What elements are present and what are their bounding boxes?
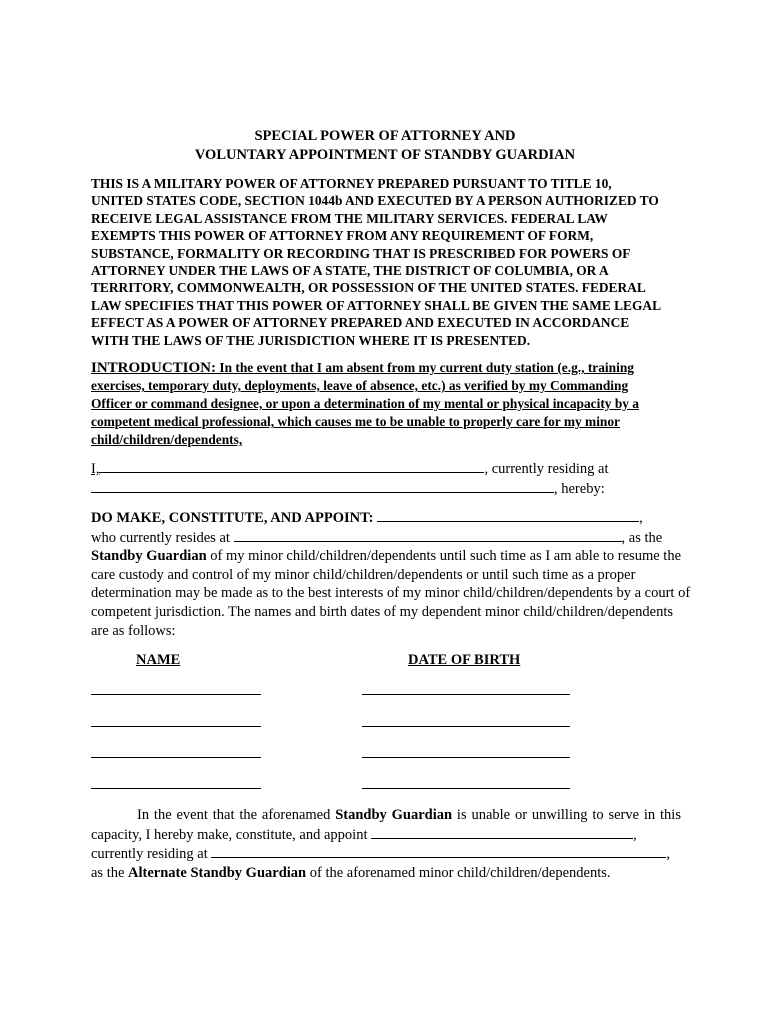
alternate-as-the: as the xyxy=(91,864,129,881)
dependent-name-field[interactable] xyxy=(91,726,261,727)
principal-hereby-label: , hereby: xyxy=(554,481,605,497)
principal-residing-label: , currently residing at xyxy=(484,461,609,477)
dob-column-header: DATE OF BIRTH xyxy=(408,652,521,668)
introduction-paragraph xyxy=(91,359,691,449)
alternate-guardian-name-field[interactable] xyxy=(371,825,633,839)
document-title-line-2: VOLUNTARY APPOINTMENT OF STANDBY GUARDIAN xyxy=(194,147,576,163)
alternate-guardian-address-field[interactable] xyxy=(211,844,666,858)
dependent-dob-field[interactable] xyxy=(362,788,570,789)
dependent-name-field[interactable] xyxy=(91,757,261,758)
principal-name-line xyxy=(91,459,608,478)
alternate-address-comma: , xyxy=(666,846,671,863)
document-title-line-1: SPECIAL POWER OF ATTORNEY AND xyxy=(254,128,516,144)
alternate-standby-guardian-label: Alternate Standby Guardian xyxy=(128,864,307,881)
dependent-dob-field[interactable] xyxy=(362,757,570,758)
standby-guardian-address-field[interactable] xyxy=(234,528,622,542)
alternate-name-comma: , xyxy=(633,826,637,843)
guardian-resides-label: who currently resides at xyxy=(91,529,230,546)
appointment-paragraph xyxy=(91,508,691,640)
appointment-body: of my minor child/children/dependents until such time as I am able to resume the care custody and control of my minor child/children/dependents or until such time as a proper determination may be made as to the best interests of my minor child/children/dependents by a court of competent jurisdiction. The names and birth dates of my dependent minor child/children/dependents are as follows: xyxy=(91,548,691,639)
guardian-address-line xyxy=(91,528,691,548)
introduction-heading: INTRODUCTION: xyxy=(91,360,217,376)
alternate-intro: In the event that the aforenamed xyxy=(137,807,336,823)
guardian-as-the-label: , as the xyxy=(621,529,663,546)
principal-prefix: I, xyxy=(91,461,100,477)
alternate-residing-label: currently residing at xyxy=(91,846,208,863)
alternate-intro-text xyxy=(91,806,681,844)
principal-name-field[interactable] xyxy=(99,459,484,473)
appointment-text xyxy=(91,547,691,640)
dependent-dob-field[interactable] xyxy=(362,694,570,695)
standby-guardian-name-field[interactable] xyxy=(377,508,639,522)
principal-address-field[interactable] xyxy=(91,479,554,493)
alternate-text-1: is unable or unwilling to serve in this capacity, I hereby make, constitute, and appoint xyxy=(91,807,681,843)
dependent-dob-field[interactable] xyxy=(362,726,570,727)
alternate-address-line xyxy=(91,844,681,864)
standby-guardian-label: Standby Guardian xyxy=(91,548,207,565)
alternate-standby-role: Standby Guardian xyxy=(335,807,453,823)
dependent-name-field[interactable] xyxy=(91,694,261,695)
alternate-closing-text xyxy=(91,864,681,883)
principal-address-line xyxy=(91,479,605,498)
appoint-heading-comma: , xyxy=(639,510,643,526)
appoint-heading-line xyxy=(91,508,691,528)
alternate-text-2: of the aforenamed minor child/children/dependents. xyxy=(306,864,611,881)
dependent-name-field[interactable] xyxy=(91,788,261,789)
introduction-text: In the event that I am absent from my current duty station (e.g., training exercises, temporary duty, deployments, leave of absence, etc.) as verified by my Commanding Officer or command designee, or upon a determination of my mental or physical incapacity by a competent medical professional, which causes me to be unable to properly care for my minor child/children/dependents, xyxy=(91,360,640,447)
appoint-heading: DO MAKE, CONSTITUTE, AND APPOINT: xyxy=(91,510,374,526)
military-poa-notice: THIS IS A MILITARY POWER OF ATTORNEY PREPARED PURSUANT TO TITLE 10, UNITED STATES CODE, SECTION 1044b AND EXECUTED BY A PERSON AUTHORIZED TO RECEIVE LEGAL ASSISTANCE FROM THE MILITARY SERVICES. FEDERAL LAW EXEMPTS THIS POWER OF ATTORNEY FROM ANY REQUIREMENT OF FORM, SUBSTANCE, FORMALITY OR RECORDING THAT IS PRESCRIBED FOR POWERS OF ATTORNEY UNDER THE LAWS OF A STATE, THE DISTRICT OF COLUMBIA, OR A TERRITORY, COMMONWEALTH, OR POSSESSION OF THE UNITED STATES. FEDERAL LAW SPECIFIES THAT THIS POWER OF ATTORNEY SHALL BE GIVEN THE SAME LEGAL EFFECT AS A POWER OF ATTORNEY PREPARED AND EXECUTED IN ACCORDANCE WITH THE LAWS OF THE JURISDICTION WHERE IT IS PRESENTED. xyxy=(91,176,662,348)
alternate-guardian-paragraph xyxy=(91,806,681,882)
name-column-header: NAME xyxy=(136,652,181,668)
